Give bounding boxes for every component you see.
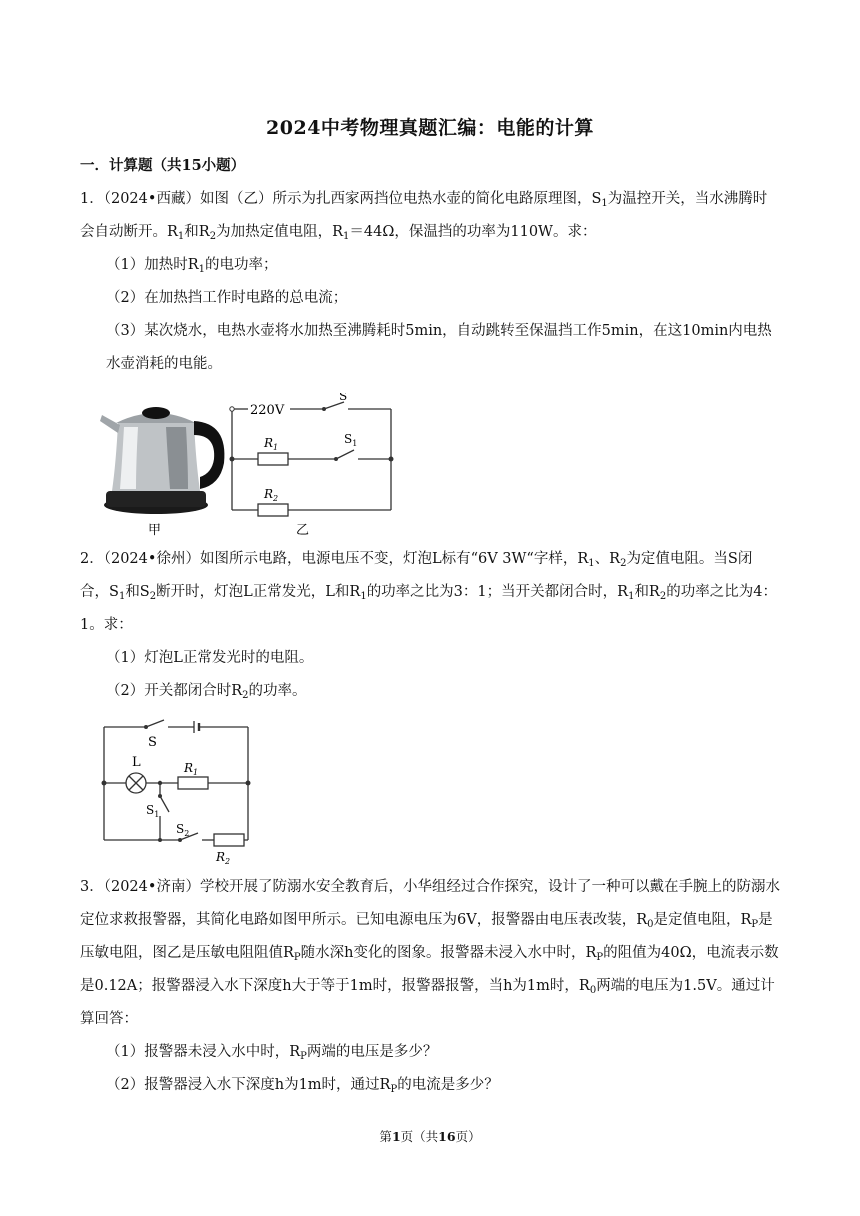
node bbox=[246, 781, 251, 786]
problem-1-question-1: （1）加热时$R_1$的电功率； bbox=[106, 257, 278, 275]
page-title: 2024中考物理真题汇编：电能的计算 bbox=[266, 117, 594, 139]
problem-3-stem: 3．（2024•济南）学校开展了防溺水安全教育后，小华组经过合作探究，设计了一种可以戴在手腕上的防溺水定位求救报警器，其简化电路如图甲所示。已知电源电压为6V，报警器由电压表改装，$R_0$是定值电阻，$R_P$是压敏电阻，图乙是压敏电阻阻值$R_P$随水深h变化的图象。报警器未浸入水中时，$R_P$的阻值为40Ω，电流表示数是0.12A；报警器浸入水下深度h大于等于1m时，报警器报警，当h为1m时，$R_0$两端的电压为1.5V。通过计算回答： bbox=[80, 879, 780, 1027]
problem-2 bbox=[80, 543, 780, 708]
section-heading: 一．计算题（共15小题） bbox=[80, 157, 246, 174]
switch-s2-label: $S_2$ bbox=[176, 822, 190, 838]
problem-2-question-2: （2）开关都闭合时$R_2$的功率。 bbox=[106, 683, 307, 701]
problem-2-stem: 2．（2024•徐州）如图所示电路，电源电压不变，灯泡L标有“6V 3W“字样，$R_1$、$R_2$为定值电阻。当S闭合，$S_1$和$S_2$断开时，灯泡L正常发光，L和$R_1$的功率之比为3：1；当开关都闭合时，$R_1$和$R_2$的功率之比为4：1。求： bbox=[80, 551, 777, 633]
figure-1-label-yi: 乙 bbox=[296, 523, 310, 538]
lamp-l-label: L bbox=[132, 755, 141, 770]
problem-3-question-1: （1）报警器未浸入水中时，$R_P$两端的电压是多少？ bbox=[106, 1044, 438, 1062]
node bbox=[158, 794, 162, 798]
figure-1-svg bbox=[96, 393, 406, 543]
problem-1-stem: 1．（2024•西藏）如图（乙）所示为扎西家两挡位电热水壶的简化电路原理图，$S_1$为温控开关，当水沸腾时会自动断开。$R_1$和$R_2$为加热定值电阻，$R_1=44\Omega$，保温挡的功率为110W。求： bbox=[80, 191, 768, 242]
figure-1 bbox=[96, 393, 406, 547]
problem-2-question-1: （1）灯泡L正常发光时的电阻。 bbox=[106, 650, 314, 666]
node bbox=[322, 407, 326, 411]
total-pages: 16 bbox=[438, 1129, 456, 1144]
switch-s1-label: $S_1$ bbox=[146, 803, 160, 819]
node bbox=[144, 725, 148, 729]
figure-2 bbox=[96, 716, 266, 870]
node bbox=[389, 457, 394, 462]
problem-1 bbox=[80, 183, 780, 381]
figure-2-svg bbox=[96, 716, 266, 866]
page-number: 1 bbox=[391, 1129, 401, 1144]
problem-3-question-2: （2）报警器浸入水下深度h为1m时，通过$R_P$的电流是多少？ bbox=[106, 1077, 499, 1095]
voltage-label: 220V bbox=[250, 403, 285, 418]
resistor-r2-label: $R_2$ bbox=[264, 487, 279, 503]
terminal-left bbox=[230, 407, 234, 411]
resistor-r2-label: $R_2$ bbox=[216, 850, 231, 866]
node bbox=[158, 838, 162, 842]
node bbox=[102, 781, 107, 786]
node bbox=[158, 781, 162, 785]
page-footer: 第1页（共16页） bbox=[379, 1129, 481, 1144]
kettle-image bbox=[100, 407, 224, 514]
node bbox=[178, 838, 182, 842]
resistor-r1-label: $R_1$ bbox=[184, 761, 199, 777]
node bbox=[230, 457, 235, 462]
problem-1-question-2: （2）在加热挡工作时电路的总电流； bbox=[106, 290, 348, 306]
figure-1-label-jia: 甲 bbox=[148, 523, 162, 538]
problem-3 bbox=[80, 871, 780, 1102]
node bbox=[334, 457, 338, 461]
problem-1-question-3: （3）某次烧水，电热水壶将水加热至沸腾耗时5min，自动跳转至保温挡工作5min，在这10min内电热水壶消耗的电能。 bbox=[106, 323, 772, 372]
switch-s-label: S bbox=[339, 393, 348, 403]
switch-s-label: S bbox=[148, 735, 157, 750]
kettle-circuit bbox=[232, 402, 391, 516]
resistor-r1-label: $R_1$ bbox=[264, 436, 279, 452]
switch-s1-label: $S_1$ bbox=[344, 432, 358, 448]
